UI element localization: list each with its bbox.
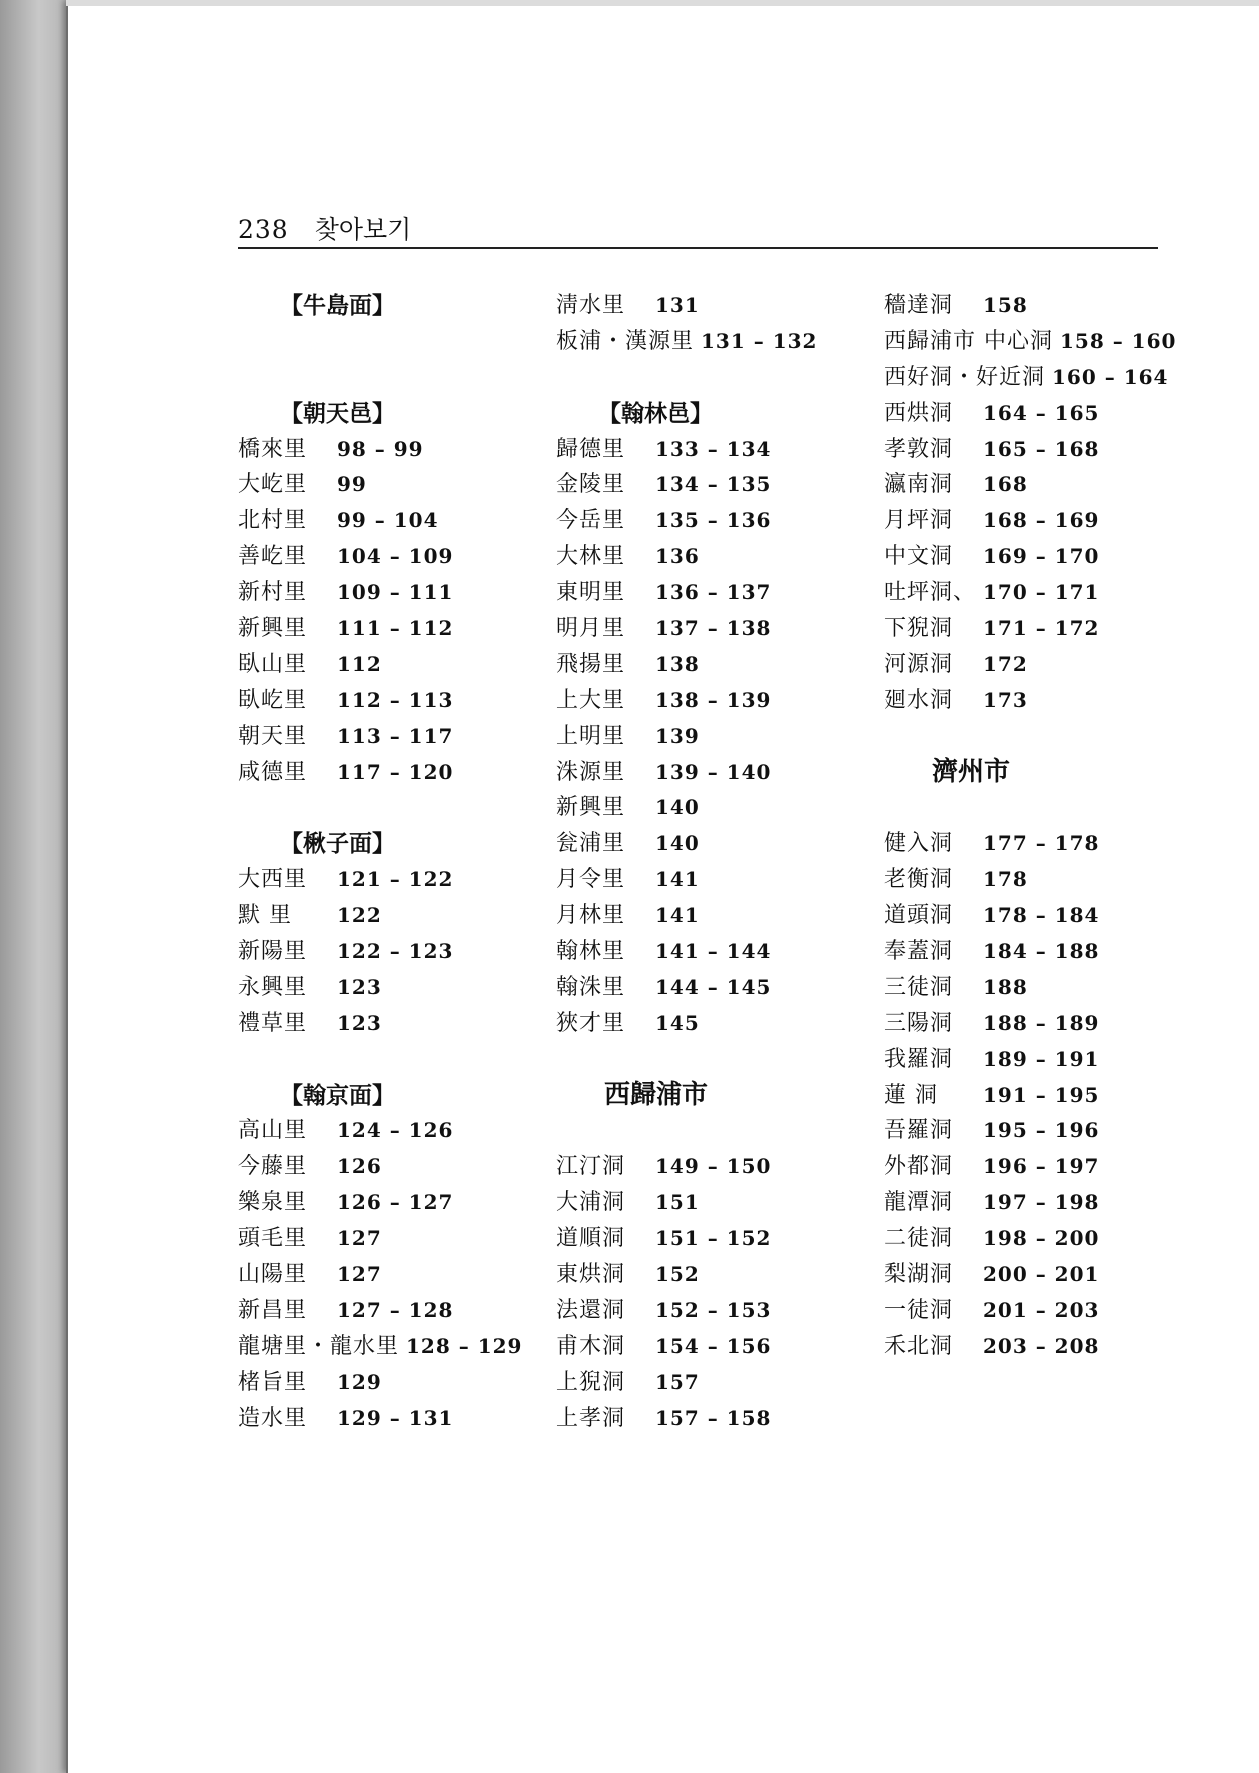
entry-name: 今藤里 bbox=[238, 1154, 308, 1180]
index-entry bbox=[556, 1257, 856, 1293]
entry-name: 河源洞 bbox=[884, 651, 954, 677]
entry-name: 東明里 bbox=[556, 580, 626, 606]
index-entry bbox=[556, 1006, 856, 1042]
index-entry bbox=[238, 1365, 538, 1401]
spacer bbox=[556, 360, 856, 396]
index-entry bbox=[556, 970, 856, 1006]
index-entry bbox=[884, 1293, 1184, 1329]
entry-name: 中文洞 bbox=[884, 544, 954, 570]
entry-pages: 201 – 203 bbox=[983, 1297, 1100, 1322]
index-entry bbox=[884, 1042, 1184, 1078]
index-column-3 bbox=[884, 288, 1184, 1365]
index-entry bbox=[884, 862, 1184, 898]
city-heading: 西歸浦市 bbox=[604, 1079, 709, 1110]
entry-name: 飛揚里 bbox=[556, 651, 626, 677]
index-entry bbox=[238, 683, 538, 719]
index-entry bbox=[238, 755, 538, 791]
spacer bbox=[238, 324, 538, 360]
index-entry bbox=[884, 1149, 1184, 1185]
entry-pages: 129 – 131 bbox=[337, 1405, 454, 1430]
entry-pages: 99 – 104 bbox=[337, 508, 439, 533]
entry-pages: 168 – 169 bbox=[983, 508, 1100, 533]
index-entry bbox=[556, 790, 856, 826]
entry-pages: 127 bbox=[337, 1262, 382, 1287]
index-entry bbox=[884, 611, 1184, 647]
index-entry bbox=[884, 1113, 1184, 1149]
spacer bbox=[238, 1042, 538, 1078]
index-entry bbox=[556, 324, 856, 360]
entry-name: 西烘洞 bbox=[884, 400, 954, 426]
entry-pages: 135 – 136 bbox=[655, 508, 772, 533]
entry-name: 朝天里 bbox=[238, 723, 308, 749]
index-entry bbox=[238, 1113, 538, 1149]
entry-pages: 188 – 189 bbox=[983, 1010, 1100, 1035]
entry-pages: 152 bbox=[655, 1262, 700, 1287]
entry-pages: 98 – 99 bbox=[337, 436, 424, 461]
entry-name: 瀛南洞 bbox=[884, 472, 954, 498]
index-entry bbox=[238, 647, 538, 683]
spacer bbox=[884, 719, 1184, 755]
entry-name: 上猊洞 bbox=[556, 1369, 626, 1395]
entry-pages: 127 – 128 bbox=[337, 1297, 454, 1322]
entry-pages: 151 – 152 bbox=[655, 1226, 772, 1251]
entry-pages: 109 – 111 bbox=[337, 580, 454, 605]
entry-pages: 117 – 120 bbox=[337, 759, 454, 784]
entry-pages: 136 bbox=[655, 544, 700, 569]
index-entry bbox=[556, 755, 856, 791]
entry-name: 狹才里 bbox=[556, 1010, 626, 1036]
entry-name: 淸水里 bbox=[556, 293, 626, 318]
entry-name: 瓮浦里 bbox=[556, 831, 626, 857]
entry-pages: 157 bbox=[655, 1369, 700, 1394]
entry-name: 新村里 bbox=[238, 580, 308, 606]
entry-pages: 178 – 184 bbox=[983, 903, 1100, 928]
spacer bbox=[238, 360, 538, 396]
entry-pages: 138 – 139 bbox=[655, 687, 772, 712]
entry-name: 大林里 bbox=[556, 544, 626, 570]
section-heading: 【朝天邑】 bbox=[280, 399, 395, 427]
entry-pages: 104 – 109 bbox=[337, 544, 454, 569]
index-entry bbox=[884, 360, 1184, 396]
entry-name: 西好洞・好近洞 bbox=[884, 364, 1046, 390]
entry-name: 金陵里 bbox=[556, 472, 626, 498]
index-entry bbox=[238, 1149, 538, 1185]
entry-pages: 129 bbox=[337, 1369, 382, 1394]
page-header bbox=[238, 210, 1158, 246]
index-entry bbox=[238, 611, 538, 647]
index-entry bbox=[556, 1365, 856, 1401]
index-entry bbox=[884, 324, 1184, 360]
entry-name: 楮旨里 bbox=[238, 1369, 308, 1395]
entry-pages: 151 bbox=[655, 1190, 700, 1215]
section-heading: 【牛島面】 bbox=[280, 292, 395, 319]
index-entry bbox=[238, 539, 538, 575]
index-entry bbox=[238, 432, 538, 468]
entry-pages: 123 bbox=[337, 1010, 382, 1035]
index-entry bbox=[556, 719, 856, 755]
entry-name: 梨湖洞 bbox=[884, 1262, 954, 1288]
entry-pages: 136 – 137 bbox=[655, 580, 772, 605]
entry-pages: 121 – 122 bbox=[337, 867, 454, 892]
entry-pages: 144 – 145 bbox=[655, 974, 772, 999]
index-entry bbox=[556, 1329, 856, 1365]
entry-pages: 133 – 134 bbox=[655, 436, 772, 461]
entry-name: 歸德里 bbox=[556, 436, 626, 462]
entry-pages: 122 bbox=[337, 903, 382, 928]
entry-name: 大浦洞 bbox=[556, 1190, 626, 1216]
entry-name: 東烘洞 bbox=[556, 1262, 626, 1288]
entry-name: 西歸浦市 中心洞 bbox=[884, 328, 1053, 354]
entry-name: 新昌里 bbox=[238, 1297, 308, 1323]
entry-pages: 158 bbox=[983, 293, 1028, 317]
entry-name: 二徒洞 bbox=[884, 1226, 954, 1252]
entry-name: 頭毛里 bbox=[238, 1226, 308, 1252]
page-title: 찾아보기 bbox=[314, 215, 412, 244]
index-entry bbox=[556, 467, 856, 503]
entry-name: 甫木洞 bbox=[556, 1333, 626, 1359]
entry-pages: 138 bbox=[655, 651, 700, 676]
index-entry bbox=[556, 1149, 856, 1185]
index-entry bbox=[884, 288, 1184, 324]
entry-name: 樂泉里 bbox=[238, 1190, 308, 1216]
entry-name: 月林里 bbox=[556, 903, 626, 929]
index-entry bbox=[884, 1078, 1184, 1114]
index-entry bbox=[884, 1329, 1184, 1365]
spacer bbox=[238, 790, 538, 826]
entry-name: 翰洙里 bbox=[556, 974, 626, 1000]
city-heading: 濟州市 bbox=[932, 756, 1011, 787]
entry-name: 上孝洞 bbox=[556, 1405, 626, 1431]
entry-name: 月令里 bbox=[556, 867, 626, 893]
entry-pages: 122 – 123 bbox=[337, 939, 454, 964]
entry-name: 咸德里 bbox=[238, 759, 308, 785]
entry-name: 一徒洞 bbox=[884, 1297, 954, 1323]
section-heading: 【翰林邑】 bbox=[598, 399, 713, 427]
entry-name: 三陽洞 bbox=[884, 1010, 954, 1036]
entry-name: 大西里 bbox=[238, 867, 308, 893]
entry-name: 龍潭洞 bbox=[884, 1190, 954, 1216]
entry-name: 新興里 bbox=[556, 795, 626, 821]
section-heading: 【翰京面】 bbox=[280, 1081, 395, 1109]
entry-pages: 134 – 135 bbox=[655, 472, 772, 497]
entry-name: 外都洞 bbox=[884, 1154, 954, 1180]
entry-pages: 123 bbox=[337, 974, 382, 999]
page-number: 238 bbox=[238, 215, 289, 244]
entry-name: 大屹里 bbox=[238, 472, 308, 498]
entry-name: 道順洞 bbox=[556, 1226, 626, 1252]
entry-name: 禮草里 bbox=[238, 1010, 308, 1036]
entry-name: 道頭洞 bbox=[884, 903, 954, 929]
entry-name: 蓮 洞 bbox=[884, 1082, 938, 1108]
index-entry bbox=[884, 539, 1184, 575]
entry-pages: 126 bbox=[337, 1154, 382, 1179]
entry-pages: 154 – 156 bbox=[655, 1333, 772, 1358]
index-entry bbox=[884, 1006, 1184, 1042]
entry-pages: 113 – 117 bbox=[337, 723, 454, 748]
entry-name: 穡達洞 bbox=[884, 293, 954, 318]
entry-pages: 141 bbox=[655, 867, 700, 892]
entry-pages: 112 – 113 bbox=[337, 687, 454, 712]
index-entry bbox=[884, 1185, 1184, 1221]
index-entry bbox=[556, 898, 856, 934]
entry-pages: 145 bbox=[655, 1010, 700, 1035]
entry-pages: 149 – 150 bbox=[655, 1154, 772, 1179]
spacer bbox=[556, 1042, 856, 1078]
entry-name: 明月里 bbox=[556, 616, 626, 642]
entry-name: 三徒洞 bbox=[884, 974, 954, 1000]
index-entry bbox=[884, 467, 1184, 503]
index-entry bbox=[884, 898, 1184, 934]
entry-name: 造水里 bbox=[238, 1405, 308, 1431]
entry-pages: 112 bbox=[337, 651, 382, 676]
entry-pages: 140 bbox=[655, 831, 700, 856]
index-entry bbox=[238, 467, 538, 503]
entry-pages: 139 bbox=[655, 723, 700, 748]
index-entry bbox=[238, 1257, 538, 1293]
entry-pages: 140 bbox=[655, 795, 700, 820]
entry-pages: 189 – 191 bbox=[983, 1046, 1100, 1071]
index-entry bbox=[884, 1257, 1184, 1293]
entry-pages: 127 bbox=[337, 1226, 382, 1251]
entry-pages: 177 – 178 bbox=[983, 831, 1100, 856]
entry-name: 洙源里 bbox=[556, 759, 626, 785]
index-entry bbox=[238, 1401, 538, 1437]
index-entry bbox=[556, 934, 856, 970]
index-entry bbox=[238, 1185, 538, 1221]
entry-pages: 196 – 197 bbox=[983, 1154, 1100, 1179]
entry-name: 吐坪洞、 bbox=[884, 580, 977, 606]
index-entry bbox=[556, 539, 856, 575]
entry-pages: 197 – 198 bbox=[983, 1190, 1100, 1215]
index-entry bbox=[238, 719, 538, 755]
index-entry bbox=[238, 898, 538, 934]
spacer bbox=[884, 790, 1184, 826]
index-entry bbox=[556, 288, 856, 324]
index-entry bbox=[884, 934, 1184, 970]
entry-pages: 195 – 196 bbox=[983, 1118, 1100, 1143]
entry-pages: 184 – 188 bbox=[983, 939, 1100, 964]
entry-pages: 99 bbox=[337, 472, 367, 497]
entry-name: 月坪洞 bbox=[884, 508, 954, 534]
entry-name: 龍塘里・龍水里 bbox=[238, 1333, 400, 1359]
entry-name: 禾北洞 bbox=[884, 1333, 954, 1359]
entry-name: 孝敦洞 bbox=[884, 436, 954, 462]
entry-pages: 126 – 127 bbox=[337, 1190, 454, 1215]
entry-name: 翰林里 bbox=[556, 939, 626, 965]
index-column-2 bbox=[556, 288, 856, 1437]
index-entry bbox=[556, 647, 856, 683]
page-top-edge bbox=[66, 0, 1259, 6]
entry-pages: 139 – 140 bbox=[655, 759, 772, 784]
index-entry bbox=[238, 934, 538, 970]
index-entry bbox=[556, 683, 856, 719]
index-column-1 bbox=[238, 288, 538, 1437]
index-entry bbox=[884, 503, 1184, 539]
entry-name: 臥山里 bbox=[238, 651, 308, 677]
entry-name: 新興里 bbox=[238, 616, 308, 642]
entry-name: 下猊洞 bbox=[884, 616, 954, 642]
entry-pages: 203 – 208 bbox=[983, 1333, 1100, 1358]
entry-name: 上明里 bbox=[556, 723, 626, 749]
index-entry bbox=[238, 1006, 538, 1042]
entry-name: 吾羅洞 bbox=[884, 1118, 954, 1144]
entry-name: 橋來里 bbox=[238, 436, 308, 462]
index-entry bbox=[556, 862, 856, 898]
entry-pages: 124 – 126 bbox=[337, 1118, 454, 1143]
entry-name: 江汀洞 bbox=[556, 1154, 626, 1180]
entry-name: 永興里 bbox=[238, 974, 308, 1000]
entry-name: 善屹里 bbox=[238, 544, 308, 570]
index-entry bbox=[556, 826, 856, 862]
index-entry bbox=[238, 970, 538, 1006]
index-entry bbox=[884, 575, 1184, 611]
entry-pages: 141 bbox=[655, 903, 700, 928]
entry-name: 新陽里 bbox=[238, 939, 308, 965]
entry-pages: 152 – 153 bbox=[655, 1297, 772, 1322]
entry-name: 今岳里 bbox=[556, 508, 626, 534]
entry-name: 上大里 bbox=[556, 687, 626, 713]
index-entry bbox=[884, 647, 1184, 683]
entry-pages: 198 – 200 bbox=[983, 1226, 1100, 1251]
entry-name: 法還洞 bbox=[556, 1297, 626, 1323]
entry-name: 山陽里 bbox=[238, 1262, 308, 1288]
entry-name: 高山里 bbox=[238, 1118, 308, 1144]
index-entry bbox=[556, 432, 856, 468]
entry-name: 板浦・漢源里 bbox=[556, 328, 695, 354]
index-entry bbox=[238, 862, 538, 898]
entry-name: 老衡洞 bbox=[884, 867, 954, 893]
entry-name: 健入洞 bbox=[884, 831, 954, 857]
index-entry bbox=[884, 1221, 1184, 1257]
entry-pages: 111 – 112 bbox=[337, 616, 454, 641]
entry-pages: 131 bbox=[655, 293, 700, 317]
entry-pages: 172 bbox=[983, 651, 1028, 676]
entry-name: 我羅洞 bbox=[884, 1046, 954, 1072]
entry-pages: 158 – 160 bbox=[1060, 328, 1177, 353]
index-entry bbox=[556, 1185, 856, 1221]
index-entry bbox=[884, 970, 1184, 1006]
entry-name: 臥屹里 bbox=[238, 687, 308, 713]
index-entry bbox=[556, 1401, 856, 1437]
entry-name: 北村里 bbox=[238, 508, 308, 534]
entry-pages: 200 – 201 bbox=[983, 1262, 1100, 1287]
entry-name: 奉蓋洞 bbox=[884, 939, 954, 965]
index-entry bbox=[556, 503, 856, 539]
entry-pages: 164 – 165 bbox=[983, 400, 1100, 425]
spacer bbox=[556, 1113, 856, 1149]
entry-pages: 188 bbox=[983, 974, 1028, 999]
entry-pages: 131 – 132 bbox=[701, 328, 818, 353]
book-spine bbox=[0, 0, 70, 1773]
entry-pages: 141 – 144 bbox=[655, 939, 772, 964]
index-entry bbox=[556, 1221, 856, 1257]
index-entry bbox=[884, 826, 1184, 862]
entry-pages: 137 – 138 bbox=[655, 616, 772, 641]
index-entry bbox=[884, 432, 1184, 468]
index-entry bbox=[884, 683, 1184, 719]
index-entry bbox=[556, 575, 856, 611]
section-heading: 【楸子面】 bbox=[280, 830, 395, 858]
index-entry bbox=[884, 396, 1184, 432]
header-rule bbox=[238, 247, 1158, 249]
entry-pages: 165 – 168 bbox=[983, 436, 1100, 461]
entry-pages: 173 bbox=[983, 687, 1028, 712]
index-entry bbox=[556, 611, 856, 647]
index-entry bbox=[238, 575, 538, 611]
entry-pages: 170 – 171 bbox=[983, 580, 1100, 605]
index-entry bbox=[556, 1293, 856, 1329]
entry-pages: 178 bbox=[983, 867, 1028, 892]
index-entry bbox=[238, 503, 538, 539]
index-entry bbox=[238, 1329, 538, 1365]
entry-pages: 168 bbox=[983, 472, 1028, 497]
entry-pages: 191 – 195 bbox=[983, 1082, 1100, 1107]
entry-name: 默 里 bbox=[238, 903, 292, 929]
index-entry bbox=[238, 1293, 538, 1329]
entry-pages: 171 – 172 bbox=[983, 616, 1100, 641]
index-entry bbox=[238, 1221, 538, 1257]
entry-pages: 169 – 170 bbox=[983, 544, 1100, 569]
entry-name: 廻水洞 bbox=[884, 687, 954, 713]
entry-pages: 157 – 158 bbox=[655, 1405, 772, 1430]
entry-pages: 128 – 129 bbox=[406, 1333, 523, 1358]
entry-pages: 160 – 164 bbox=[1052, 364, 1169, 389]
